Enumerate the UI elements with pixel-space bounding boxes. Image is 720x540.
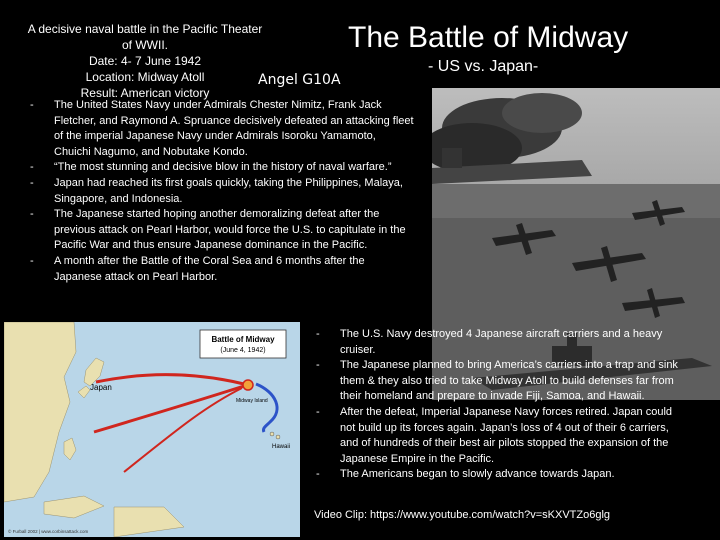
bullet-text: A month after the Battle of the Coral Sea and 6 months after the Japanese attack on Pearl Harbor. — [54, 254, 365, 283]
bullet-dash: - — [30, 161, 34, 174]
list-item — [30, 98, 414, 160]
bullet-dash: - — [316, 405, 320, 418]
bullet-dash: - — [316, 359, 320, 372]
map-box-title: Battle of Midway — [211, 335, 275, 344]
bullet-dash: - — [30, 99, 34, 111]
map-label-hawaii: Hawaii — [272, 444, 291, 450]
bullet-dash: - — [30, 176, 34, 189]
list-item — [316, 327, 690, 358]
list-item — [316, 467, 690, 483]
bullet-dash: - — [30, 208, 34, 221]
intro-line: Result: American victory — [80, 86, 210, 100]
pacific-map — [4, 322, 300, 537]
intro-line: A decisive naval battle in the Pacific Theater — [27, 22, 263, 36]
video-link[interactable]: Video Clip: https://www.youtube.com/watch?v=sKXVTZo6glg — [314, 509, 611, 521]
page-title: The Battle of Midway — [348, 21, 629, 54]
bullet-text: The Japanese planned to bring America’s carriers into a trap and sink them & they also tried to take Midway Atoll to build defenses far from their homeland and prepare to invade Fiji, Samoa, and Hawaii. — [340, 359, 678, 403]
map-box-date: (June 4, 1942) — [220, 347, 266, 354]
bullet-text: Japan had reached its first goals quickly, taking the Philippines, Malaya, Singapore, and Indonesia. — [54, 176, 403, 205]
bullet-text: “The most stunning and decisive blow in the history of naval warfare.” — [54, 161, 392, 174]
list-item — [316, 405, 690, 467]
map-label-midway: Midway Island — [236, 398, 268, 404]
author-label: Angel G10A — [258, 72, 341, 88]
pacific-map-image — [4, 322, 300, 537]
left-bullet-list — [30, 98, 414, 285]
bullet-text: The Japanese started hoping another demoralizing defeat after the previous attack on Pearl Harbor, would force the U.S. to capitulate in the Pacific War and thus ensure Japanese dominance in the Pacific. — [54, 208, 406, 252]
list-item — [30, 254, 414, 285]
right-bullet-list — [316, 327, 690, 483]
map-credit: © Furball 2002 | www.corbinsattack.com — [8, 529, 89, 534]
intro-line: Location: Midway Atoll — [85, 70, 205, 84]
intro-summary — [0, 21, 290, 101]
map-label-japan: Japan — [90, 383, 112, 392]
bullet-text: The United States Navy under Admirals Chester Nimitz, Frank Jack Fletcher, and Raymond A. Spruance decisively defeated an attacking fleet of the imperial Japanese Navy under Admirals Isoroku Yamamoto, Chuichi Nagumo, and Nobutake Kondo. — [54, 99, 414, 158]
bullet-text: The U.S. Navy destroyed 4 Japanese aircraft carriers and a heavy cruiser. — [340, 328, 663, 356]
bullet-dash: - — [30, 254, 34, 267]
bullet-text: After the defeat, Imperial Japanese Navy forces retired. Japan could not build up its forces again. Japan’s loss of 4 out of their 6 carriers, and of hundreds of their best air pilots stopped the expansion of the Japanese Empire in the Pacific. — [340, 405, 673, 465]
list-item — [30, 176, 414, 207]
bullet-text: The Americans began to slowly advance towards Japan. — [340, 468, 615, 481]
bullet-dash: - — [316, 468, 320, 481]
list-item — [316, 358, 690, 405]
intro-line: of WWII. — [122, 38, 168, 52]
list-item — [30, 207, 414, 254]
list-item — [30, 160, 414, 176]
intro-line: Date: 4- 7 June 1942 — [88, 54, 202, 68]
bullet-dash: - — [316, 328, 320, 340]
page-subtitle: - US vs. Japan- — [428, 58, 539, 75]
